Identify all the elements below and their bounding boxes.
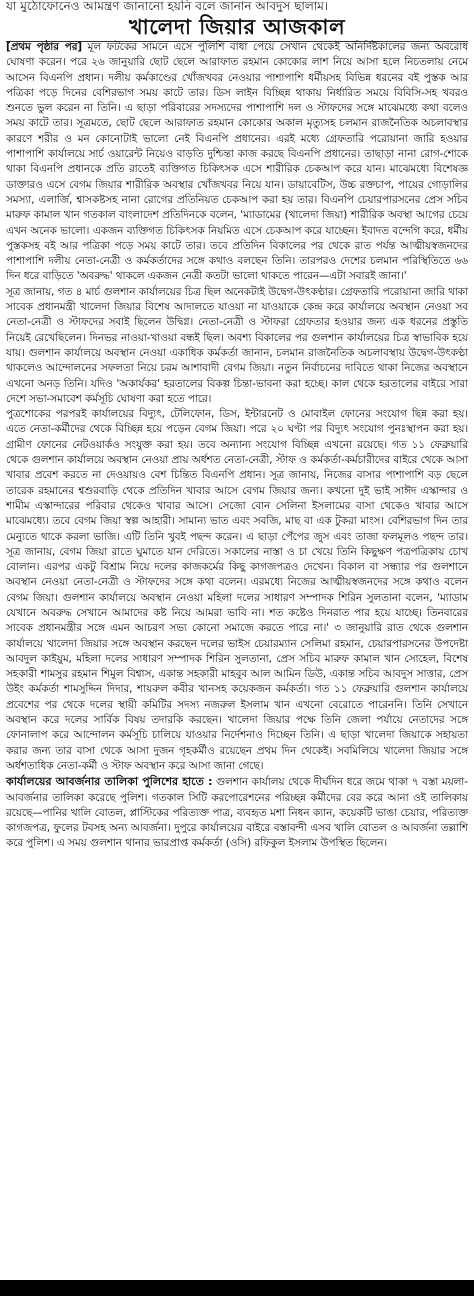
article-paragraph: পুত্রশোকের পরপরই কার্যালয়ের বিদ্যুৎ, টেলিফোন, ডিস, ইন্টারনেট ও মোবাইল ফোনের সংযোগ ছিন্ন করা হয়। এতে নেতা-কর্মীদের থেকে বিচ্ছিন্ন হয়ে পড়েন বেগম জিয়া। পরে ২০ ঘণ্টা পর বিদ্যুৎ সংযোগ পুনঃস্থাপন করা হয়। গ্রামীণ ফোনের নেটওয়ার্কও সংযুক্ত করা হয়। তবে অন্যান্য সংযোগ বিচ্ছিন্ন এখনো রয়েছে। গত ১১ ফেব্রুয়ারি থেকে গুলশান কার্যালয়ে অবস্থান নেওয়া প্রায় অর্ধশত নেতা-নেত্রী, স্টাফ ও কর্মকর্তা-কর্মচারীদের বাইরে থেকে আসা খাবার প্রবেশ করতে না দেওয়ায়ও বেশ চিন্তিত বিএনপি প্রধান। সূত্র জানায়, নিজের বাসার পাশাপাশি বড় ছেলে তারেক রহমানের শ্বশুরবাড়ি থেকে প্রতিদিন খাবার আসে বেগম জিয়ার জন্য। কখনো দুই ভাই সাঈদ এস্কান্দার ও শামীম এস্কান্দারের পরিবার থেকেও খাবার আসে। সেজো বোন সেলিনা ইসলামের বাসা থেকেও খাবার আসে মাঝেমধ্যে। তবে বেগম জিয়া স্বল্প আহারী। সামান্য ভাত এবং সবজি, মাছ বা এক টুকরা মাংস। বেশিরভাগ দিন তার মেন্যুতে থাকে করলা ভাজি। এটি তিনি খুবই পছন্দ করেন। এ ছাড়া পেঁপের জুস এবং তাজা ফলমূলও পছন্দ তার। সূত্র জানায়, বেগম জিয়া রাতে ঘুমাতে যান দেরিতে। সকালের নাস্তা ও চা খেয়ে তিনি কিছুক্ষণ পত্রপত্রিকায় চোখ বোলান। এরপর একটু বিশ্রাম নিয়ে দলের কাজকর্মের কিছু কাগজপত্রও দেখেন। বিকাল বা সন্ধ্যার পর গুলশানে অবস্থান নেওয়া নেতা-নেত্রী ও স্টাফদের সঙ্গে কথা বলেন। এরমধ্যে নিজের আত্মীয়স্বজনদের সঙ্গে কথাও বলেন বেগম জিয়া। গুলশান কার্যালয়ে অবস্থান নেওয়া মহিলা দলের সাধারণ সম্পাদক শিরিন সুলতানা বলেন, 'ম্যাডাম যেখানে অবরুদ্ধ সেখানে আমাদের কষ্ট নিয়ে আমরা ভাবি না। শত কষ্টেও দিনরাত পার হয়ে যাচ্ছে। তিনবারের সাবেক প্রধানমন্ত্রীর সঙ্গে এমন আচরণ সভ্য কোনো সমাজে করতে পারে না।' ৩ জানুয়ারি রাত থেকে গুলশান কার্যালয়ে খালেদা জিয়ার সঙ্গে অবস্থান করছেন দলের ভাইস চেয়ারম্যান সেলিমা রহমান, চেয়ারপারসনের উপদেষ্টা আবদুল কাইয়ুম, মহিলা দলের সাধারণ সম্পাদক শিরিন সুলতানা, প্রেস সচিব মারুফ কামাল খান সোহেল, বিশেষ সহকারী শামসুর রহমান শিমুল বিশ্বাস, একান্ত সহকারী মাহবুব আল আমিন ডিউ, একান্ত সচিব আবদুস সাত্তার, প্রেস উইং কর্মকর্তা শামসুদ্দিন দিদার, শায়রুল কবীর খানসহ কয়েকজন কর্মকর্তা। গত ১১ ফেব্রুয়ারি গুলশান কার্যালয়ে প্রবেশের পর থেকে দলের স্থায়ী কমিটির সদস্য নজরুল ইসলাম খান এখনো বেরোতে পারেননি। তিনি সেখানে অবস্থান করে দলের সার্বিক বিষয় তদারকি করছেন। খালেদা জিয়ার পক্ষে তিনি জেলা পর্যায়ে নেতাদের সঙ্গে ফোনালাপ করে আন্দোলন কর্মসূচি চালিয়ে যাওয়ার নির্দেশনাও দিচ্ছেন তিনি। এ ছাড়া খালেদা জিয়াকে সহায়তা করার জন্য তার বাসা থেকে আসা দুজন গৃহকর্মীও রয়েছেন প্রথম দিন থেকেই। সবমিলিয়ে খালেদা জিয়ার সঙ্গে অর্ধশতাধিক নেতা-কর্মী ও স্টাফ অবস্থান করে আসা জানা গেছে। <box>6 408 469 772</box>
article-body <box>0 40 474 1280</box>
continuation-kicker: [প্রথম পৃষ্ঠার পর] <box>6 41 83 53</box>
article-headline: খালেদা জিয়ার আজকাল <box>128 15 346 39</box>
section-subhead: কার্যালয়ের আবর্জনার তালিকা পুলিশের হাতে : <box>6 775 213 789</box>
article-paragraph <box>6 40 468 285</box>
bottom-black-bar <box>0 1280 474 1296</box>
article-paragraph: সূত্র জানায়, গত ৪ মার্চ গুলশান কার্যালয়ের চিত্র ছিল অনেকটাই উদ্বেগ-উৎকণ্ঠার। গ্রেফতারি পরোয়ানা জারি থাকা সাবেক প্রধানমন্ত্রী খালেদা জিয়ার বিশেষ আদালতে যাওয়া না যাওয়াকে কেন্দ্র করে কার্যালয়ে অবস্থান নেওয়া সব নেতা-নেত্রী ও স্টাফদের সবাই ছিলেন উদ্বিগ্ন। নেতা-নেত্রী ও স্টাফরা গ্রেফতার হওয়ার জন্য এক ধরনের প্রস্তুতি নিয়েই রেখেছিলেন। দিনভর নাওয়া-খাওয়া বন্ধই ছিল। অবশ্য বিকালের পর গুলশান কার্যালয়ের চিত্র স্বাভাবিক হয়ে যায়। গুলশান কার্যালয়ে অবস্থান নেওয়া একাধিক কর্মকর্তা জানান, চলমান রাজনৈতিক অচলাবস্থায় উদ্বেগ-উৎকণ্ঠা থাকলেও আন্দোলনের সফলতা নিয়ে চরম আশাবাদী বেগম জিয়া। নতুন নির্বাচনের দাবিতে থাকা নিজের অবস্থানে এখনো অনড় তিনি। যদিও 'অকার্যকর' হরতালের বিকল্প চিন্তা-ভাবনা করা হচ্ছে। কাল থেকে হরতালের বাইরে সারা দেশে সভা-সমাবেশ কর্মসূচি ঘোষণা করা হতে পারে। <box>6 285 468 405</box>
paragraph-text: মূল ফটকের সামনে এসে পুলিশি বাধা পেয়ে সেখান থেকেই অনির্দিষ্টকালের জন্য অবরোধ ঘোষণা করেন। পরে ২৬ জানুয়ারি ছোট ছেলে আরাফাত রহমান কোকোর লাশ নিয়ে আসা হলে নিচতলায় নেমে আসেন বিএনপি প্রধান। দলীয় কর্মকাণ্ডের খোঁজখবর নেওয়ার পাশাপাশি ধর্মীয়সহ বিভিন্ন ধরনের বই পুস্তক আর পত্রিকা পড়ে দিনের বেশিরভাগ সময় কাটে তার। ডিস লাইন বিচ্ছিন্ন থাকায় নির্ধারিত সময়ে বিবিসি-সহ খবরও শুনতে ভুল করেন না তিনি। এ ছাড়া পরিবারের সদস্যদের পাশাপাশি দল ও স্টাফদের সঙ্গে মাঝেমধ্যে কথা বলেও সময় কাটে তার। সূত্রমতে, ছোট ছেলে আরাফাত রহমান কোকোর অকাল মৃত্যুসহ চলমান রাজনৈতিক অচলাবস্থার কারণে শরীর ও মন কোনোটাই ভালো নেই বিএনপি প্রধানের। এরই মধ্যে গ্রেফতারি পরোয়ানা জারি হওয়ার পাশাপাশি কার্যালয়ে সার্চ ওয়ারেন্ট নিয়েও বাড়তি দুশ্চিন্তা কাজ করছে বিএনপি প্রধানের। তাছাড়া নানা রোগ-শোকে থাকা বিএনপি প্রধানকে প্রতি রাতেই ব্যক্তিগত চিকিৎসক এসে শারীরিক চেকআপ করে যান। মাঝেমধ্যে বিশেষজ্ঞ ডাক্তারও এসে বেগম জিয়ার শারীরিক অবস্থার খোঁজখবর নিয়ে যান। ডায়াবেটিস, উচ্চ রক্তচাপ, পায়ের গোড়ালির সমস্যা, এলার্জি, শ্বাসকষ্টসহ নানা রোগের প্রতিনিয়ত চেকআপ করা হয় তার। বিএনপি চেয়ারপারসনের প্রেস সচিব মারুফ কামাল খান গতকাল বাংলাদেশ প্রতিদিনকে বলেন, 'ম্যাডামের (খালেদা জিয়া) শারীরিক অবস্থা আগের চেয়ে এখন অনেক ভালো। একজন ব্যক্তিগত চিকিৎসক নিয়মিত এসে চেকআপ করে যাচ্ছেন। ইবাদত বন্দেগি করে, ধর্মীয় পুস্তকসহ বই আর পত্রিকা পড়ে সময় কাটে তার। তবে প্রতিদিন বিকালের পর থেকে রাত পর্যন্ত আত্মীয়স্বজনদের পাশাপাশি দলীয় নেতা-নেত্রী ও কর্মকর্তাদের সঙ্গে কথাও বলছেন তিনি। তারপরও দেশের চলমান পরিস্থিতিতে ৬৬ দিন ধরে বাড়িতে 'অবরুদ্ধ' থাকলে একজন নেত্রী কতটা ভালো থাকতে পারেন—এটা সবারই জানা।' <box>6 41 468 283</box>
clipped-previous-article-line: যা মুঠোফোনেও আমন্ত্রণ জানানো হয়নি বলে জানান আবদুস ছালাম। <box>6 0 329 12</box>
article-paragraph <box>6 774 468 851</box>
paragraph-text: গুলশান কার্যালয় থেকে দীর্ঘদিন ধরে জমে থাকা ৭ বস্তা ময়লা-আবর্জনার তালিকা করেছে পুলিশ। গতকাল সিটি করপোরেশনের পরিচ্ছন্ন কর্মীদের বের করে আনা ওই তালিকায় রয়েছে—পানির খালি বোতল, প্লাস্টিকের পরিত্যক্ত পাত্র, ব্যবহৃত মশা নিধন ক্যান, কয়েকটি ভাঙা চেয়ার, পরিত্যক্ত কাগজপত্র, ফুলের টবসহ অন্য আবর্জনা। দুপুরে কার্যালয়ের বাইরে বস্তাবন্দী এসব খালি বোতল ও আবর্জনা তল্লাশি করে পুলিশ। এ সময় গুলশান থানার ভারপ্রাপ্ত কর্মকর্তা (ওসি) রফিকুল ইসলাম উপস্থিত ছিলেন। <box>6 776 469 850</box>
